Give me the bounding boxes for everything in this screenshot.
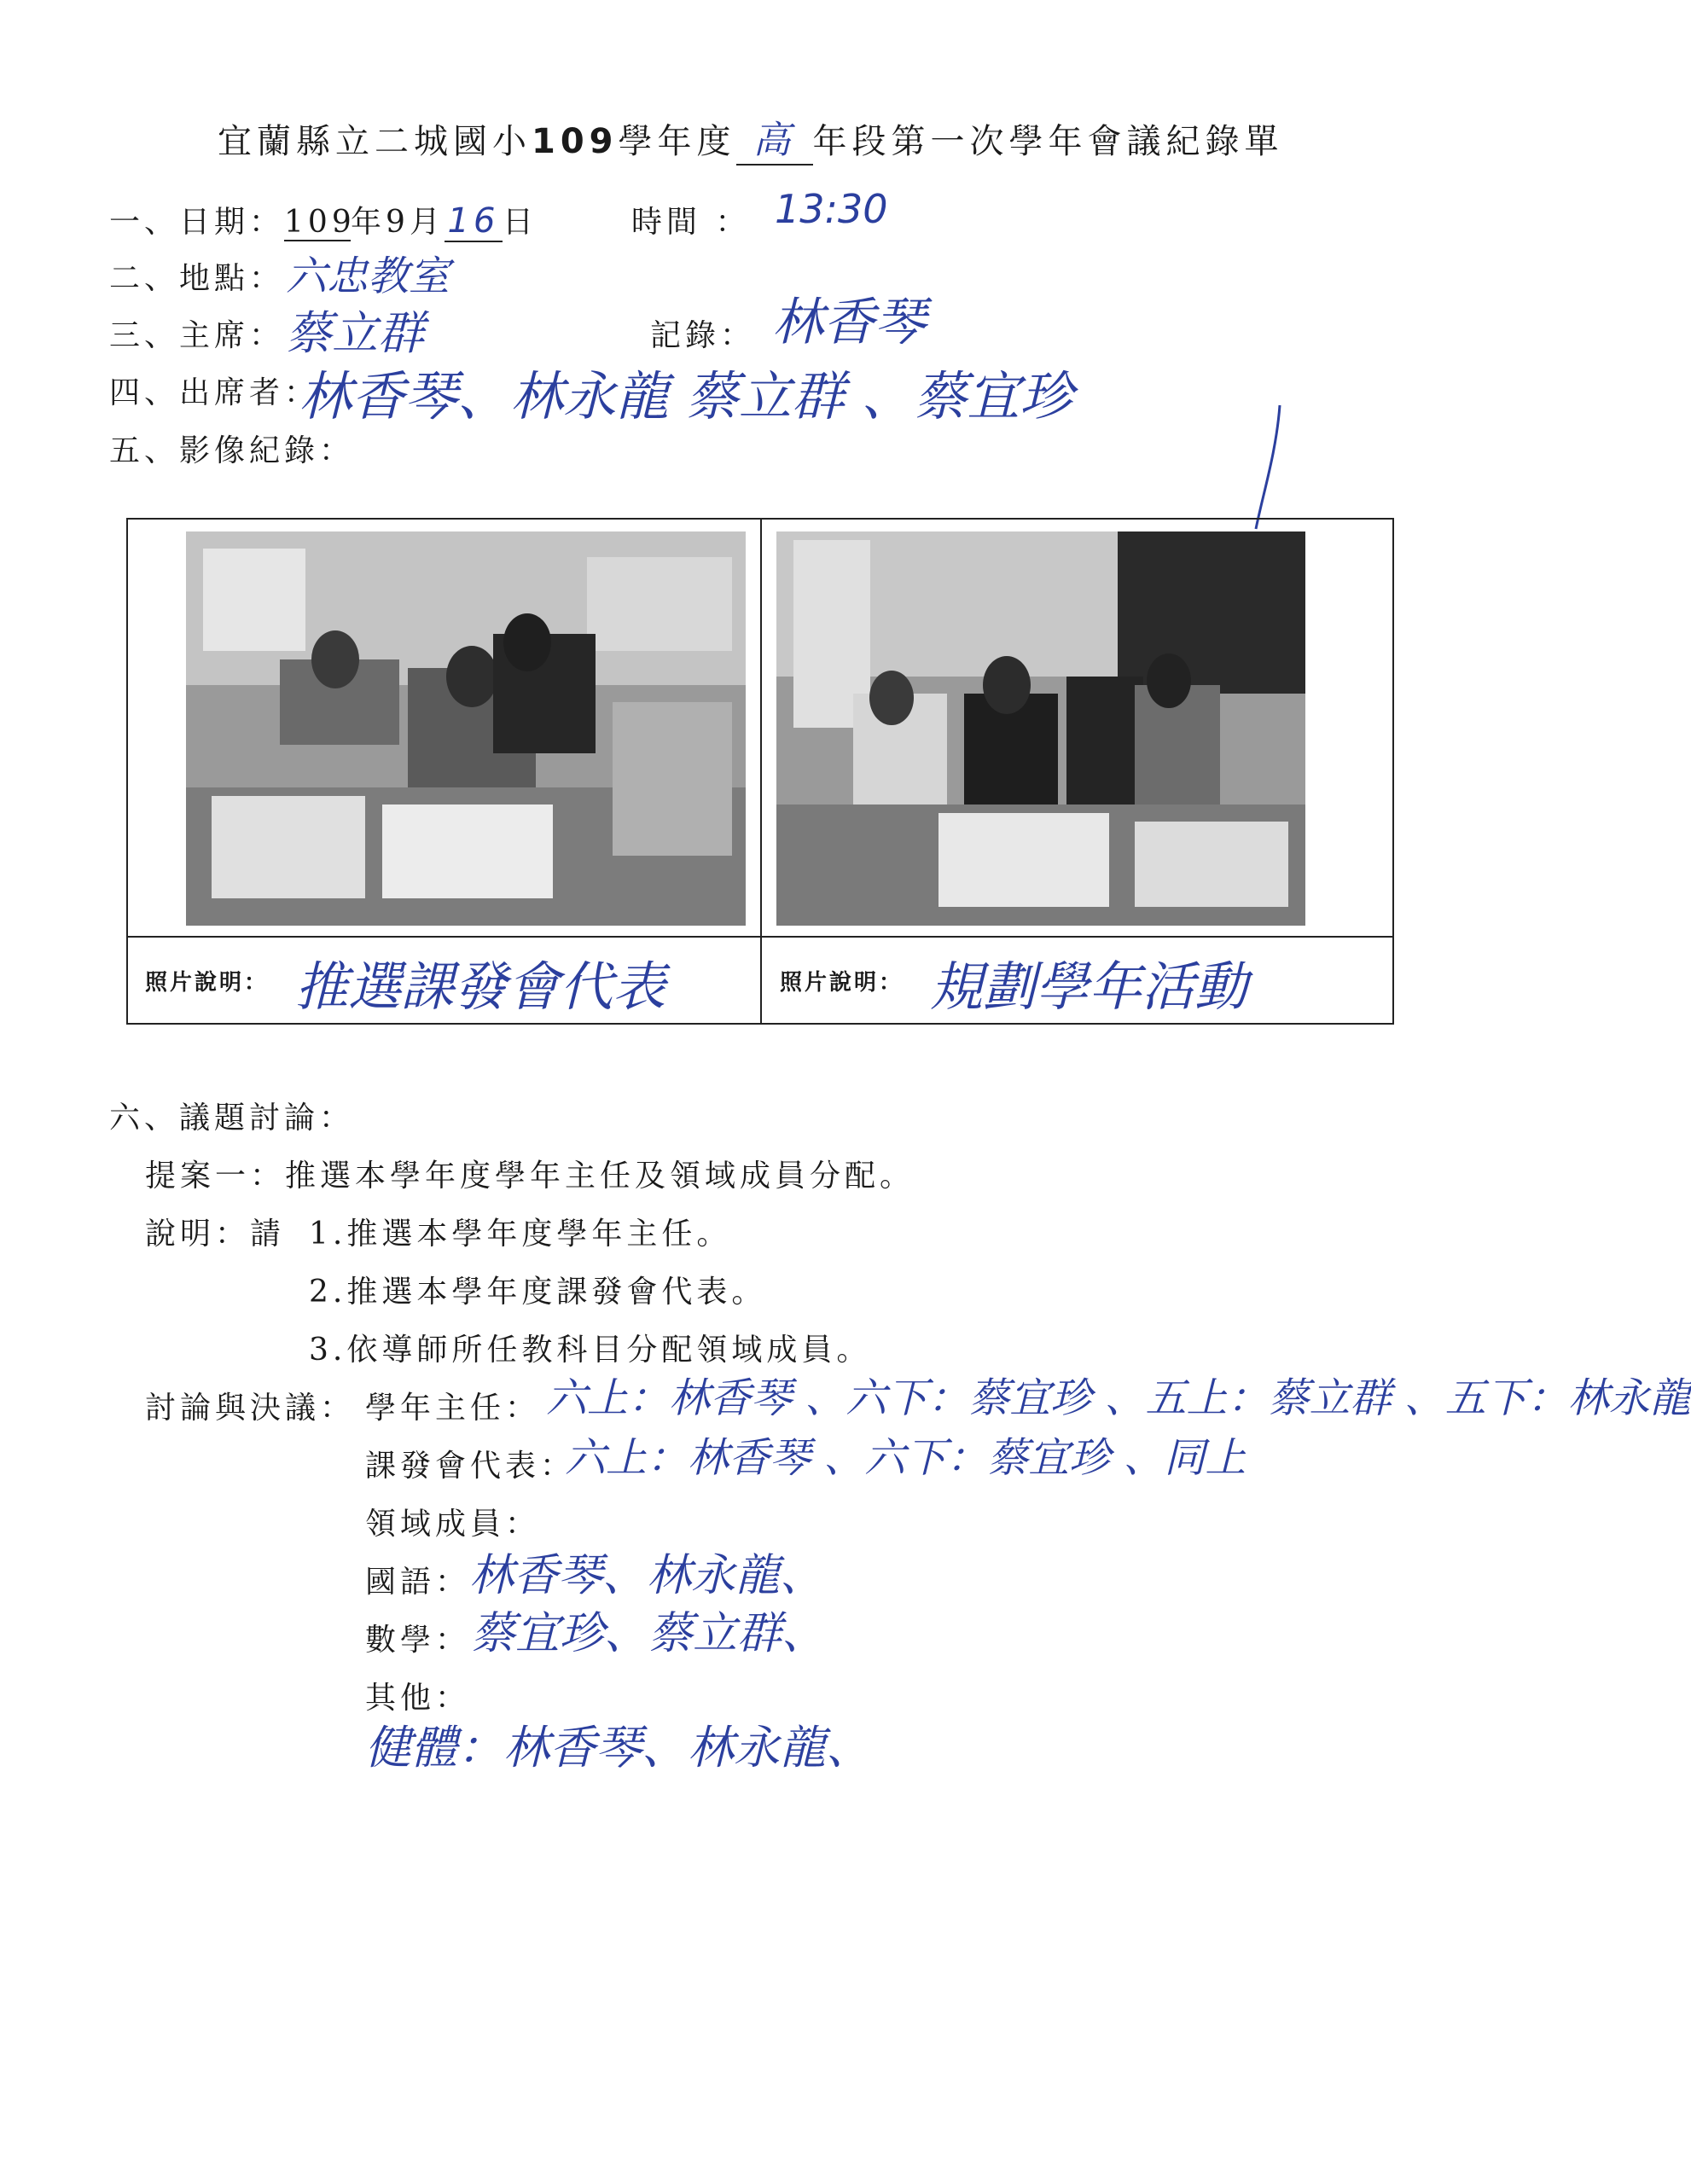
grade-handwritten: 高 xyxy=(753,119,796,162)
attendees-value: 林香琴、林永龍 蔡立群 、蔡宜珍 xyxy=(299,365,1073,427)
table-divider-horizontal xyxy=(128,936,1392,938)
meeting-photo-1 xyxy=(186,531,746,926)
photo-table xyxy=(126,518,1394,1025)
head-value: 六上：林香琴 、六下：蔡宜珍 、五上：蔡立群 、五下：林永龍 xyxy=(546,1374,1691,1422)
place-value: 六忠教室 xyxy=(286,253,450,300)
explain-label: 說明：請 xyxy=(145,1217,286,1252)
time-label: 時間 ： xyxy=(631,205,751,240)
members-label: 領域成員： xyxy=(365,1507,541,1542)
math-value: 蔡宜珍、蔡立群、 xyxy=(471,1608,827,1659)
discussion-heading: 六、議題討論： xyxy=(109,1101,355,1136)
place-label: 二、地點： xyxy=(109,261,285,296)
photo-2-caption-value: 規劃學年活動 xyxy=(930,956,1248,1018)
document-title: 宜蘭縣立二城國小109學年度 高 年段第一次學年會議紀錄單 xyxy=(218,109,1284,166)
chinese-value: 林香琴、林永龍、 xyxy=(469,1550,825,1601)
table-divider-vertical xyxy=(760,520,762,1023)
decision-label: 討論與決議： xyxy=(145,1391,356,1426)
time-value: 13:30 xyxy=(775,186,888,232)
explain-item-1: 1.推選本學年度學年主任。 xyxy=(309,1217,732,1252)
other-label: 其他： xyxy=(365,1681,471,1716)
chair-label: 三、主席： xyxy=(109,318,285,353)
rep-label: 課發會代表： xyxy=(365,1449,576,1484)
photo-1-caption-label: 照片說明： xyxy=(145,970,270,996)
meeting-photo-2 xyxy=(776,531,1305,926)
chair-value: 蔡立群 xyxy=(286,306,424,360)
photo-2-caption-label: 照片說明： xyxy=(780,970,904,996)
pe-value: 健體：林香琴、林永龍、 xyxy=(365,1721,872,1774)
recorder-label: 記錄： xyxy=(650,318,756,353)
images-label: 五、影像紀錄： xyxy=(109,433,355,468)
date-label: 一、日期： xyxy=(109,205,285,240)
attendees-label: 四、出席者： xyxy=(109,375,320,410)
proposal-text: 提案一：推選本學年度學年主任及領域成員分配。 xyxy=(145,1159,915,1194)
pen-stroke xyxy=(1246,401,1297,537)
explain-item-2: 2.推選本學年度課發會代表。 xyxy=(309,1275,767,1310)
head-label: 學年主任： xyxy=(365,1391,541,1426)
explain-item-3: 3.依導師所任教科目分配領域成員。 xyxy=(309,1333,872,1368)
date-month: 9 xyxy=(386,205,410,240)
date-year: 109 xyxy=(284,205,356,240)
math-label: 數學： xyxy=(365,1623,471,1658)
photo-1-caption-value: 推選課發會代表 xyxy=(295,956,666,1018)
date-day: 16 xyxy=(447,201,500,241)
recorder-value: 林香琴 xyxy=(772,293,926,352)
chinese-label: 國語： xyxy=(365,1565,471,1600)
date-row: 一、日期：109年9月16日 xyxy=(109,201,538,241)
rep-value: 六上：林香琴 、六下：蔡宜珍 、同上 xyxy=(565,1434,1246,1482)
